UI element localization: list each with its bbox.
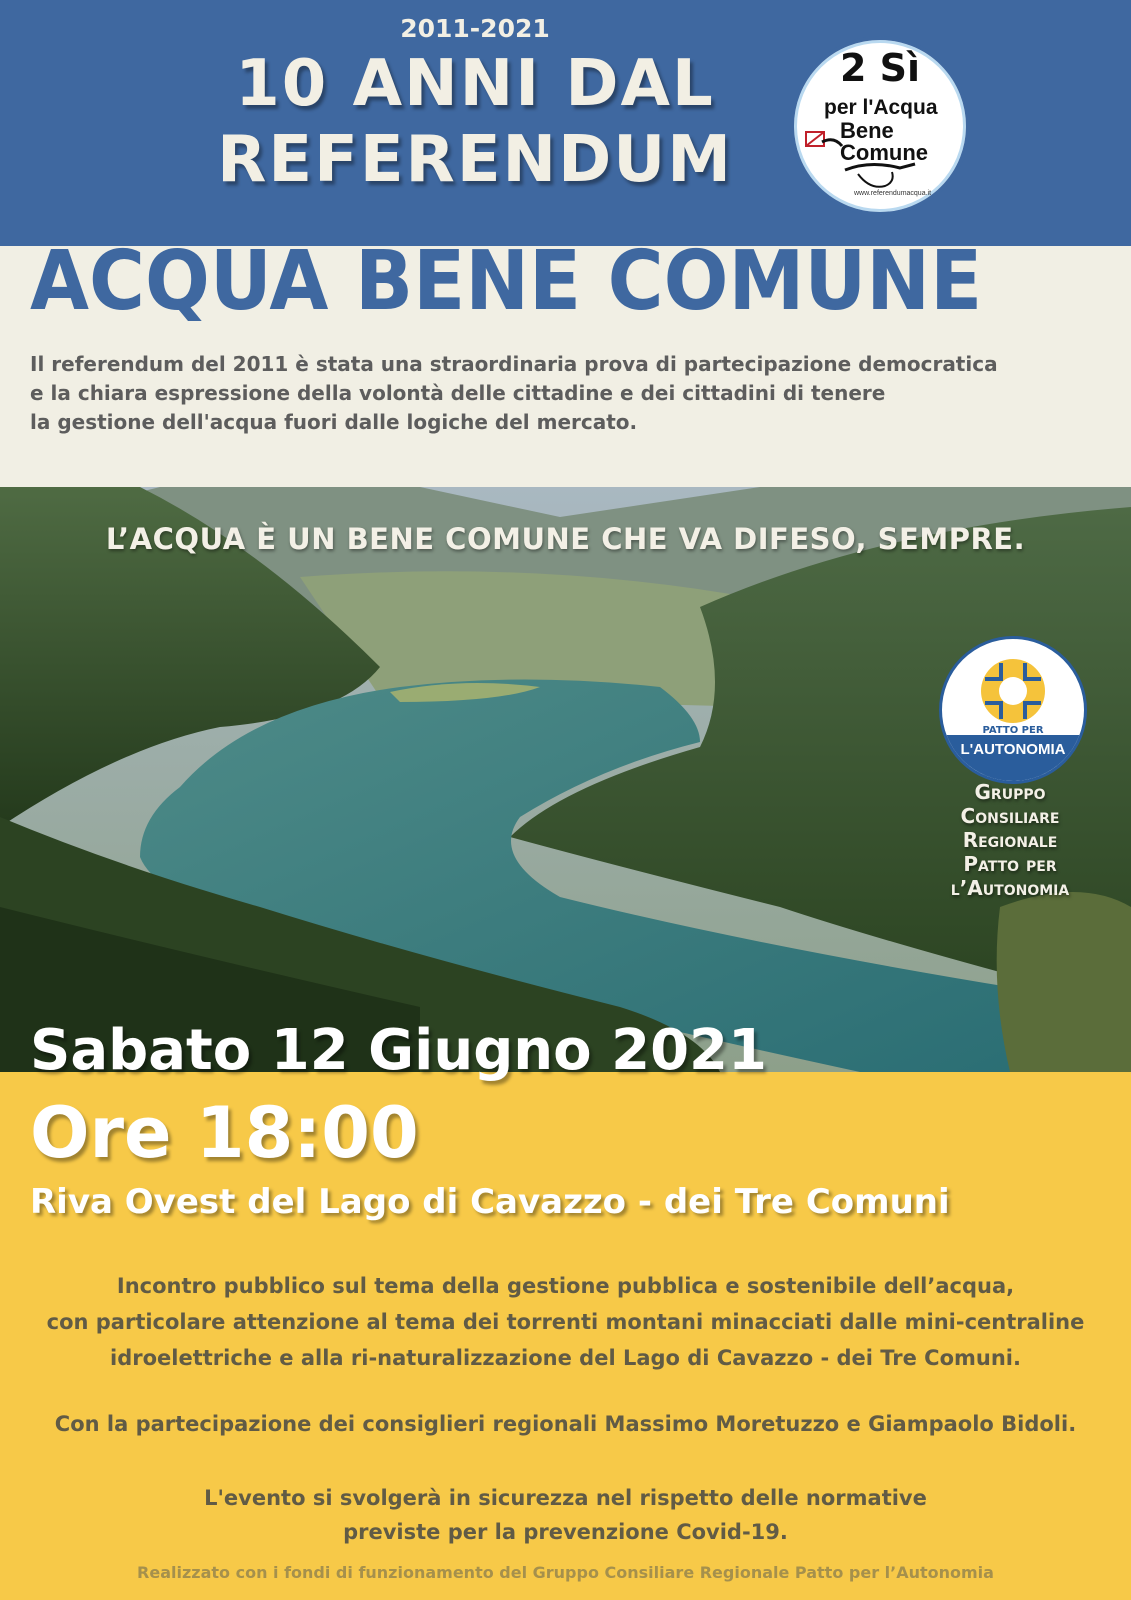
patto-logo-small: PATTO PER [982,725,1044,736]
referendum-badge-logo [790,36,970,216]
intro-text [30,350,1120,437]
badge-title: 2 Sì [839,46,921,90]
patto-emblem-icon [942,639,1084,781]
years-label: 2011-2021 [400,14,550,43]
event-participants: Con la partecipazione dei consiglieri regionali Massimo Moretuzzo e Giampaolo Bidoli. [54,1412,1077,1436]
badge-url: www.referendumacqua.it [854,190,932,197]
event-date: Sabato 12 Giugno 2021 [30,1018,767,1083]
badge-line-2: Bene [840,118,894,143]
event-safety-note [20,1481,1111,1549]
event-description [20,1268,1111,1376]
patto-label-line-4: Patto per [963,852,1057,876]
desc-line-1: Incontro pubblico sul tema della gestione pubblica e sostenibile dell’acqua, [116,1274,1015,1298]
main-title [30,232,982,332]
patto-label-line-1: Gruppo [974,780,1046,804]
headline-line-1: 10 ANNI DAL [235,47,715,121]
patto-label-line-5: l’Autonomia [950,876,1070,900]
main-title-word-1: ACQUA [30,234,329,329]
badge-line-3: Comune [840,140,928,165]
patto-logo-big: L'AUTONOMIA [960,741,1066,758]
faucet-icon [804,128,844,158]
patto-label-line-3: Regionale [962,828,1058,852]
event-time: Ore 18:00 [30,1092,419,1174]
event-place: Riva Ovest del Lago di Cavazzo - dei Tre Comuni [30,1182,950,1222]
headline-line-2: REFERENDUM [217,123,733,197]
patto-autonomia-logo [939,636,1087,784]
intro-line-1: Il referendum del 2011 è stata una straordinaria prova di partecipazione democratica [30,352,998,376]
funding-footer: Realizzato con i fondi di funzionamento del Gruppo Consiliare Regionale Patto per l’Autonomia [137,1563,994,1582]
patto-label-line-2: Consiliare [960,804,1060,828]
desc-line-2: con particolare attenzione al tema dei torrenti montani minacciati dalle mini-centraline [46,1310,1085,1334]
intro-line-2: e la chiara espressione della volontà delle cittadine e dei cittadini di tenere [30,381,886,405]
desc-line-3: idroelettriche e alla ri-naturalizzazione del Lago di Cavazzo - dei Tre Comuni. [110,1346,1021,1370]
safety-line-2: previste per la prevenzione Covid-19. [343,1520,788,1544]
badge-line-1: per l'Acqua [824,96,938,119]
main-title-word-2: BENE COMUNE [354,234,983,329]
hand-icon [840,160,920,192]
patto-group-label [925,780,1095,900]
slogan: L’ACQUA È UN BENE COMUNE CHE VA DIFESO, SEMPRE. [105,522,1026,556]
intro-line-3: la gestione dell'acqua fuori dalle logiche del mercato. [30,410,638,434]
safety-line-1: L'evento si svolgerà in sicurezza nel rispetto delle normative [204,1486,927,1510]
